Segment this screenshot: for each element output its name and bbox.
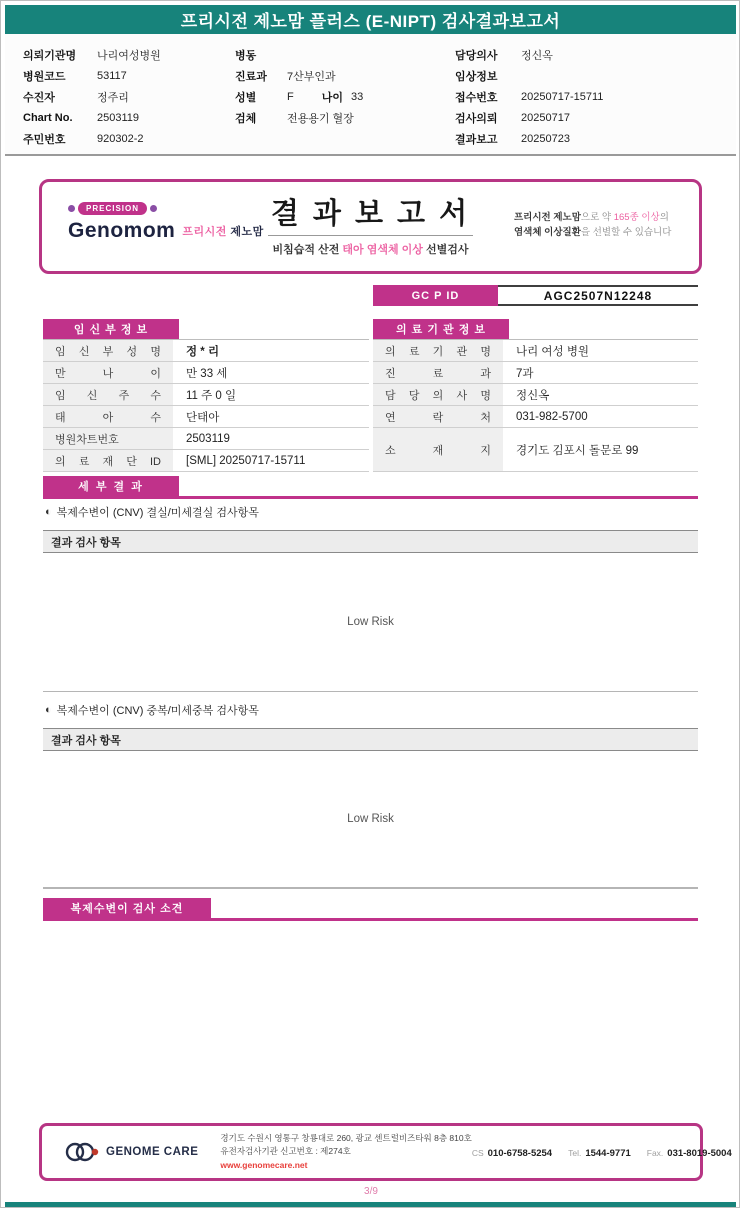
half-circle-bullet-icon: ◐ bbox=[45, 506, 52, 518]
contact-value: 1544-9771 bbox=[585, 1148, 631, 1159]
field-value: F bbox=[287, 90, 294, 103]
field-value: 20250723 bbox=[521, 132, 570, 145]
footer-address-line2: 유전자검사기관 신고번호 : 제274호 bbox=[220, 1146, 351, 1157]
field-label: 임상정보 bbox=[455, 70, 498, 83]
cnv-findings-tab: 복제수변이 검사 소견 bbox=[43, 898, 211, 918]
clinic-table-title: 의 료 기 관 정 보 bbox=[373, 319, 509, 339]
row-label bbox=[373, 384, 503, 405]
row-label bbox=[373, 362, 503, 383]
footer-website-link: www.genomecare.net bbox=[220, 1159, 308, 1170]
note-text: 으로 약 bbox=[580, 212, 614, 223]
contact-label: Fax. bbox=[646, 1148, 664, 1158]
gcpid-label: GC P ID bbox=[373, 285, 498, 306]
field-value: 나리여성병원 bbox=[97, 49, 161, 62]
row-label bbox=[373, 428, 503, 471]
patient-info-col1 bbox=[23, 44, 235, 149]
cnv-findings-header bbox=[43, 898, 698, 921]
result-value: Low Risk bbox=[347, 813, 394, 825]
footer-tel bbox=[568, 1143, 631, 1161]
mother-info-table bbox=[43, 319, 369, 472]
table-row bbox=[43, 384, 369, 406]
field-label: 주민번호 bbox=[23, 133, 66, 146]
row-label bbox=[43, 362, 173, 383]
field-label: 접수번호 bbox=[455, 91, 498, 104]
note-text: 의 bbox=[659, 212, 669, 223]
page-number: 3/9 bbox=[364, 1186, 378, 1197]
field-value: 정주리 bbox=[97, 91, 129, 104]
precision-dot-icon bbox=[68, 205, 75, 212]
report-banner bbox=[39, 179, 702, 274]
patient-row bbox=[235, 107, 453, 128]
row-value: 정신옥 bbox=[516, 389, 550, 402]
brand-sub-dark: 제노맘 bbox=[230, 226, 264, 238]
brand-sub-pink: 프리시전 bbox=[182, 226, 227, 238]
result-item-header bbox=[43, 530, 698, 553]
genome-care-logo-icon bbox=[64, 1139, 100, 1165]
row-value: 2503119 bbox=[186, 432, 230, 445]
banner-right-note bbox=[514, 211, 686, 240]
banner-subtitle bbox=[231, 241, 511, 257]
detail-results-header bbox=[43, 476, 698, 499]
patient-info-col3 bbox=[455, 44, 733, 149]
precision-label: PRECISION bbox=[78, 202, 147, 215]
table-row bbox=[43, 406, 369, 428]
patient-row bbox=[23, 107, 235, 128]
field-label: 나이 bbox=[321, 91, 343, 104]
table-row bbox=[373, 362, 698, 384]
row-label-text: 의 료 기 관 명 bbox=[385, 345, 491, 358]
row-value: 만 33 세 bbox=[186, 367, 228, 380]
field-value: 20250717 bbox=[521, 111, 570, 124]
cnv-duplication-result bbox=[43, 751, 698, 887]
field-label: 병동 bbox=[235, 49, 257, 62]
bottom-teal-bar bbox=[5, 1202, 736, 1208]
footer-contacts bbox=[472, 1143, 732, 1161]
contact-label: CS bbox=[471, 1148, 484, 1158]
table-row bbox=[43, 340, 369, 362]
patient-row bbox=[455, 128, 733, 149]
cnv-heading-text: 복제수변이 (CNV) 중복/미세중복 검사항목 bbox=[56, 705, 259, 717]
field-label: 결과보고 bbox=[455, 133, 498, 146]
precision-dot-icon bbox=[150, 205, 157, 212]
field-value: 7산부인과 bbox=[287, 70, 336, 83]
genome-care-logo bbox=[64, 1139, 198, 1165]
detail-results-tab: 세 부 결 과 bbox=[43, 476, 179, 496]
clinic-info-table bbox=[373, 319, 698, 472]
row-label bbox=[43, 340, 173, 361]
report-title: 프리시전 제노맘 플러스 (E-NIPT) 검사결과보고서 bbox=[180, 12, 561, 31]
patient-row bbox=[455, 86, 733, 107]
field-label: 검사의뢰 bbox=[455, 112, 498, 125]
footer-cs bbox=[472, 1143, 552, 1161]
section-divider bbox=[43, 691, 698, 692]
cnv-heading-text: 복제수변이 (CNV) 결실/미세결실 검사항목 bbox=[56, 507, 259, 519]
row-label bbox=[43, 450, 173, 471]
patient-row bbox=[23, 44, 235, 65]
patient-info-col2 bbox=[235, 44, 453, 128]
patient-row bbox=[455, 107, 733, 128]
banner-rule bbox=[268, 235, 473, 236]
row-label-text: 담 당 의 사 명 bbox=[385, 389, 491, 402]
genome-care-wordmark: GENOME CARE bbox=[106, 1146, 199, 1158]
field-value: 33 bbox=[351, 90, 364, 103]
subtitle-post: 선별검사 bbox=[422, 244, 469, 256]
footer-address-block bbox=[220, 1132, 471, 1172]
field-value: 2503119 bbox=[97, 111, 140, 124]
note-bold: 염색체 이상질환 bbox=[514, 226, 581, 238]
row-label-text: 태 아 수 bbox=[55, 411, 161, 424]
row-value: 나리 여성 병원 bbox=[516, 345, 590, 358]
contact-label: Tel. bbox=[568, 1148, 582, 1158]
row-label bbox=[43, 384, 173, 405]
section-divider bbox=[43, 887, 698, 889]
subtitle-pre: 비침습적 산전 bbox=[272, 244, 343, 256]
clinic-table-rows bbox=[373, 339, 698, 472]
row-value: 031-982-5700 bbox=[516, 410, 588, 423]
row-label-text: 소 재 지 bbox=[385, 444, 491, 457]
footer bbox=[39, 1123, 732, 1181]
row-value: 11 주 0 일 bbox=[186, 389, 237, 402]
row-value: 단태아 bbox=[186, 411, 220, 424]
table-row bbox=[373, 340, 698, 362]
cnv-deletion-heading bbox=[45, 504, 695, 520]
result-item-header bbox=[43, 728, 698, 751]
patient-row bbox=[455, 44, 733, 65]
contact-value: 010-6758-5254 bbox=[487, 1148, 553, 1159]
field-value: 전용용기 혈장 bbox=[287, 112, 354, 125]
row-label-text: 연 락 처 bbox=[385, 411, 491, 424]
field-label: 담당의사 bbox=[455, 49, 498, 62]
note-bold: 프리시전 제노맘 bbox=[514, 212, 581, 223]
field-value: 20250717-15711 bbox=[521, 90, 604, 103]
table-row bbox=[373, 406, 698, 428]
field-label: 진료과 bbox=[235, 70, 267, 83]
banner-center bbox=[231, 191, 511, 257]
half-circle-bullet-icon: ◐ bbox=[45, 704, 52, 716]
row-value: 경기도 김포시 돌문로 99 bbox=[516, 444, 639, 457]
field-label: 수진자 bbox=[23, 91, 55, 104]
patient-row bbox=[23, 65, 235, 86]
mother-table-title: 임 신 부 정 보 bbox=[43, 319, 179, 339]
row-value: 정 * 리 bbox=[186, 345, 220, 358]
row-label bbox=[43, 406, 173, 427]
table-row bbox=[373, 428, 698, 472]
footer-address-line1: 경기도 수원시 영통구 창룡대로 260, 광교 센트럴비즈타워 8층 810호 bbox=[220, 1133, 472, 1144]
subtitle-pink: 태아 염색체 이상 bbox=[342, 244, 423, 256]
result-item-header-text: 결과 검사 항목 bbox=[51, 734, 121, 747]
patient-row bbox=[23, 86, 235, 107]
report-title-bar bbox=[5, 5, 736, 34]
row-label-text: 임 신 주 수 bbox=[55, 389, 161, 402]
row-label-text: 의 료 재 단 ID bbox=[55, 455, 161, 468]
field-label: 검체 bbox=[235, 112, 257, 125]
cnv-duplication-heading bbox=[45, 702, 695, 718]
field-label: Chart No. bbox=[23, 111, 73, 124]
result-item-header-text: 결과 검사 항목 bbox=[51, 536, 121, 549]
row-label-text: 진 료 과 bbox=[385, 367, 491, 380]
table-row bbox=[43, 362, 369, 384]
note-text: 을 선별할 수 있습니다 bbox=[580, 226, 672, 238]
table-row bbox=[43, 450, 369, 472]
result-value: Low Risk bbox=[347, 616, 394, 628]
mother-table-rows bbox=[43, 339, 369, 472]
field-value: 정신옥 bbox=[521, 49, 553, 62]
field-label: 성별 bbox=[235, 91, 257, 104]
field-label: 병원코드 bbox=[23, 70, 66, 83]
patient-info-strip bbox=[5, 34, 736, 156]
field-label: 의뢰기관명 bbox=[23, 49, 77, 62]
patient-row bbox=[23, 128, 235, 149]
table-row bbox=[373, 384, 698, 406]
row-value: 7과 bbox=[516, 367, 534, 380]
row-label bbox=[373, 406, 503, 427]
row-value: [SML] 20250717-15711 bbox=[186, 454, 306, 467]
row-label-text: 병원차트번호 bbox=[55, 433, 119, 446]
patient-row bbox=[455, 65, 733, 86]
row-label bbox=[43, 428, 173, 449]
banner-title: 결 과 보 고 서 bbox=[270, 198, 471, 230]
patient-row bbox=[235, 44, 453, 65]
genomom-wordmark: Genomom bbox=[68, 219, 176, 242]
contact-value: 031-8019-5004 bbox=[667, 1148, 732, 1159]
row-label-text: 임 신 부 성 명 bbox=[55, 345, 161, 358]
row-label bbox=[373, 340, 503, 361]
footer-fax bbox=[647, 1143, 732, 1161]
row-label-text: 만 나 이 bbox=[55, 367, 161, 380]
gcpid-value: AGC2507N12248 bbox=[498, 285, 698, 306]
field-value: 920302-2 bbox=[97, 132, 144, 145]
patient-row-sex-age bbox=[235, 86, 453, 107]
field-value: 53117 bbox=[97, 69, 127, 82]
patient-row bbox=[235, 65, 453, 86]
cnv-deletion-result bbox=[43, 553, 698, 691]
note-pink: 165종 이상 bbox=[613, 212, 660, 223]
table-row bbox=[43, 428, 369, 450]
